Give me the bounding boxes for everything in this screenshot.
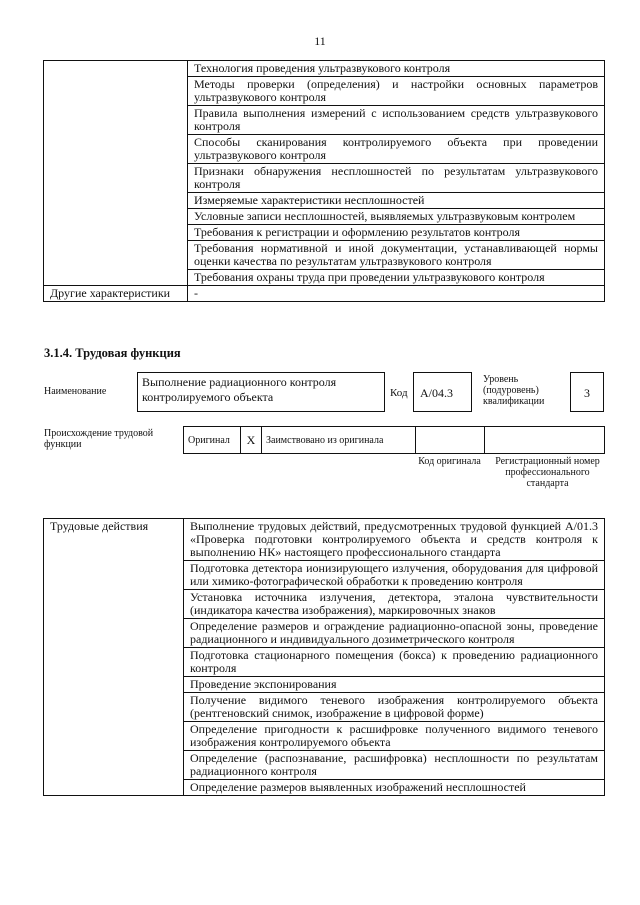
page-number: 11 — [314, 34, 326, 48]
registration-number-caption: Регистрационный номер профессионального стандарта — [495, 456, 600, 489]
knowledge-item: - — [188, 286, 605, 302]
knowledge-item: Методы проверки (определения) и настройки основных параметров ультразвукового контроля — [188, 77, 605, 106]
row-header-cell — [44, 61, 188, 286]
knowledge-item: Признаки обнаружения несплошностей по результатам ультразвукового контроля — [188, 164, 605, 193]
knowledge-item: Требования охраны труда при проведении ультразвукового контроля — [188, 270, 605, 286]
original-mark: X — [241, 427, 262, 454]
original-code-caption: Код оригинала — [418, 456, 481, 467]
labor-action-item: Выполнение трудовых действий, предусмотренных трудовой функцией А/01.3 «Проверка подготовки контролируемого объекта и средств контроля к выполнению НК» настоящего профессионального стандарта — [184, 519, 605, 561]
origin-label: Происхождение трудовой функции — [44, 428, 154, 450]
knowledge-item: Измеряемые характеристики несплошностей — [188, 193, 605, 209]
labor-action-item: Подготовка стационарного помещения (бокса) к проведению радиационного контроля — [184, 648, 605, 677]
labor-action-item: Определение размеров и ограждение радиационно-опасной зоны, проведение радиационного и индивидуального дозиметрического контроля — [184, 619, 605, 648]
labor-actions-table — [43, 518, 605, 796]
borrowed-label: Заимствовано из оригинала — [262, 427, 416, 454]
registration-number-cell — [485, 427, 605, 454]
knowledge-item: Условные записи несплошностей, выявляемых ультразвуковым контролем — [188, 209, 605, 225]
qualification-level-value: 3 — [570, 372, 604, 412]
labor-action-item: Определение (распознавание, расшифровка) несплошности по результатам радиационного контроля — [184, 751, 605, 780]
knowledge-item: Правила выполнения измерений с использованием средств ультразвукового контроля — [188, 106, 605, 135]
knowledge-item: Способы сканирования контролируемого объекта при проведении ультразвукового контроля — [188, 135, 605, 164]
labor-action-item: Установка источника излучения, детектора, эталона чувствительности (индикатора качества изображения), маркировочных знаков — [184, 590, 605, 619]
knowledge-item: Требования нормативной и иной документации, устанавливающей нормы оценки качества по результатам ультразвукового контроля — [188, 241, 605, 270]
labor-actions-header: Трудовые действия — [44, 519, 184, 796]
other-characteristics-label: Другие характеристики — [44, 286, 188, 302]
function-name-value: Выполнение радиационного контроля контролируемого объекта — [137, 372, 385, 412]
knowledge-item: Технология проведения ультразвукового контроля — [188, 61, 605, 77]
section-title: 3.1.4. Трудовая функция — [44, 346, 181, 360]
labor-action-item: Определение размеров выявленных изображений несплошностей — [184, 780, 605, 796]
table-row — [44, 286, 605, 302]
function-name-label: Наименование — [44, 386, 107, 397]
function-code-label: Код — [390, 387, 408, 399]
labor-action-item: Определение пригодности к расшифровке полученного видимого теневого изображения контролируемого объекта — [184, 722, 605, 751]
function-code-value: А/04.3 — [413, 372, 472, 412]
labor-action-item: Проведение экспонирования — [184, 677, 605, 693]
original-code-cell — [416, 427, 485, 454]
labor-action-item: Получение видимого теневого изображения контролируемого объекта (рентгеновский снимок, изображение в цифровой форме) — [184, 693, 605, 722]
table-row — [44, 519, 605, 561]
table-row — [44, 61, 605, 77]
knowledge-table — [43, 60, 605, 302]
original-label: Оригинал — [184, 427, 241, 454]
labor-action-item: Подготовка детектора ионизирующего излучения, оборудования для цифровой или химико-фотографической обработки к проведению контроля — [184, 561, 605, 590]
knowledge-item: Требования к регистрации и оформлению результатов контроля — [188, 225, 605, 241]
origin-table — [183, 426, 605, 454]
qualification-level-label: Уровень (подуровень) квалификации — [483, 374, 545, 407]
